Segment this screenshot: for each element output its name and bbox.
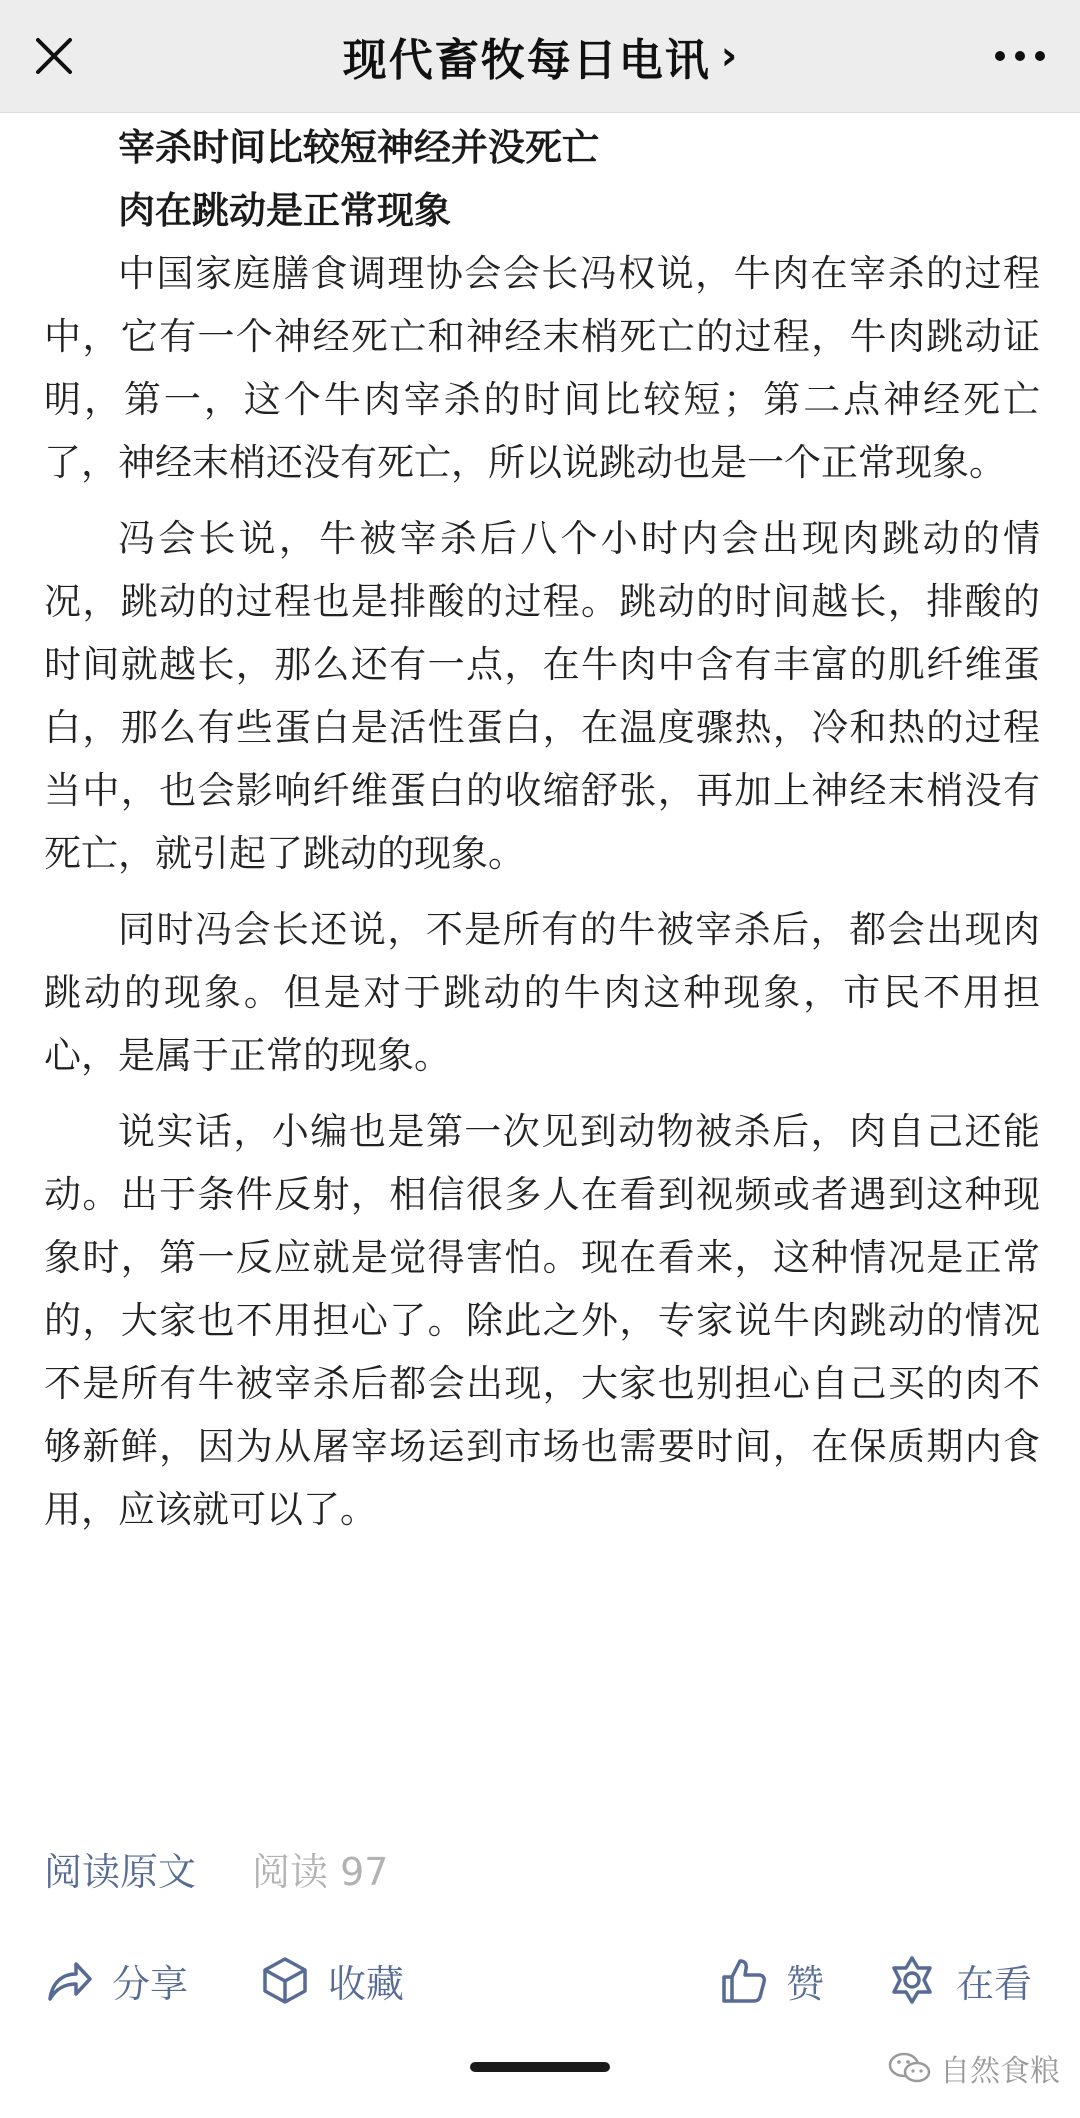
- like-icon: [718, 1955, 768, 2005]
- watermark: [888, 2046, 1060, 2090]
- action-bar: [0, 1935, 1080, 2025]
- share-icon: [44, 1957, 94, 2003]
- section-heading-line-2: 肉在跳动是正常现象: [118, 189, 451, 232]
- read-original-link[interactable]: 阅读原文: [44, 1849, 197, 1894]
- favorite-button[interactable]: [260, 1935, 404, 2025]
- top-bar: [0, 0, 1080, 113]
- article-paragraph: 中国家庭膳食调理协会会长冯权说，牛肉在宰杀的过程中，它有一个神经死亡和神经末梢死亡的过程，牛肉跳动证明，第一，这个牛肉宰杀的时间比较短；第二点神经死亡了，神经末梢还没有死亡，所以说跳动也是一个正常现象。: [44, 252, 1040, 484]
- share-label: 分享: [112, 1961, 189, 2006]
- favorite-label: 收藏: [328, 1961, 405, 2006]
- section-heading: [44, 116, 1040, 242]
- close-icon: [34, 36, 74, 76]
- like-button[interactable]: [718, 1935, 824, 2025]
- article-paragraph: 同时冯会长还说，不是所有的牛被宰杀后，都会出现肉跳动的现象。但是对于跳动的牛肉这种现象，市民不用担心，是属于正常的现象。: [44, 908, 1040, 1077]
- more-button[interactable]: [988, 28, 1052, 84]
- article-body: [44, 116, 1040, 1554]
- wow-label: 在看: [956, 1961, 1033, 2006]
- favorite-icon: [260, 1955, 310, 2005]
- read-count: 阅读 97: [252, 1849, 389, 1894]
- article-footer: [44, 1838, 388, 1898]
- share-button[interactable]: [44, 1935, 188, 2025]
- account-title-link[interactable]: [140, 0, 940, 112]
- article-paragraph: 说实话，小编也是第一次见到动物被杀后，肉自己还能动。出于条件反射，相信很多人在看到视频或者遇到这种现象时，第一反应就是觉得害怕。现在看来，这种情况是正常的，大家也不用担心了。除此之外，专家说牛肉跳动的情况不是所有牛被宰杀后都会出现，大家也别担心自己买的肉不够新鲜，因为从屠宰场运到市场也需要时间，在保质期内食用，应该就可以了。: [44, 1110, 1040, 1531]
- home-indicator[interactable]: [470, 2062, 610, 2072]
- like-label: 赞: [786, 1961, 825, 2006]
- section-heading-line-1: 宰杀时间比较短神经并没死亡: [118, 126, 599, 169]
- page-title: 现代畜牧每日电讯: [342, 35, 711, 86]
- article-paragraph: 冯会长说，牛被宰杀后八个小时内会出现肉跳动的情况，跳动的过程也是排酸的过程。跳动的时间越长，排酸的时间就越长，那么还有一点，在牛肉中含有丰富的肌纤维蛋白，那么有些蛋白是活性蛋白，在温度骤热，冷和热的过程当中，也会影响纤维蛋白的收缩舒张，再加上神经末梢没有死亡，就引起了跳动的现象。: [44, 517, 1040, 875]
- watermark-text: 自然食粮: [940, 2054, 1060, 2089]
- wow-icon: [886, 1954, 938, 2006]
- wechat-icon: [888, 2051, 932, 2085]
- more-icon: [994, 50, 1046, 62]
- close-button[interactable]: [26, 28, 82, 84]
- wow-button[interactable]: [886, 1935, 1032, 2025]
- chevron-right-icon: ›: [720, 33, 738, 79]
